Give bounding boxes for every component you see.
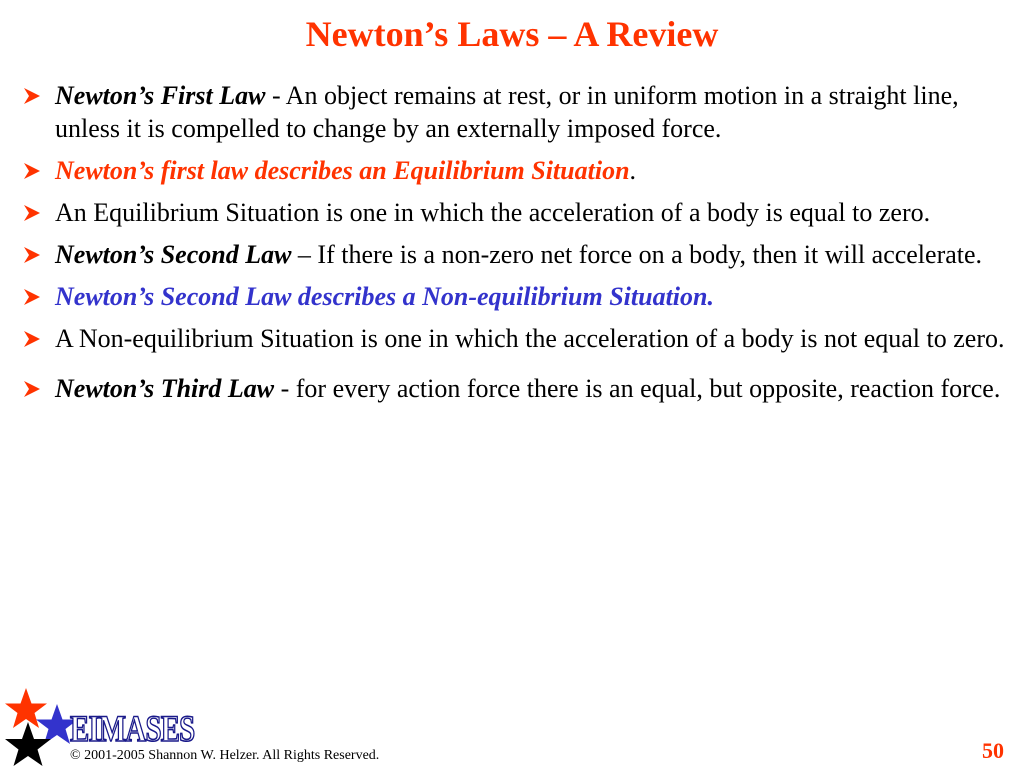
copyright-notice: © 2001-2005 Shannon W. Helzer. All Rights Reserved. [70, 748, 380, 763]
arrow-bullet-icon [22, 203, 42, 223]
bullet-non-equilibrium-definition [20, 322, 1015, 355]
bullet-third-law [20, 372, 1015, 405]
bullet-first-law [20, 79, 1015, 145]
arrow-bullet-icon [22, 161, 42, 181]
page-number: 50 [982, 738, 1004, 763]
bullet-equilibrium-definition [20, 196, 1015, 229]
bullet-text: A Non-equilibrium Situation is one in which the acceleration of a body is not equal to zero. [55, 324, 1005, 353]
arrow-bullet-icon [22, 379, 42, 399]
arrow-bullet-icon [22, 287, 42, 307]
bullet-text: - for every action force there is an equal, but opposite, reaction force. [274, 374, 1001, 403]
bullet-non-equilibrium-note [20, 280, 1015, 313]
bullet-lead: Newton’s Third Law [55, 374, 275, 403]
bullet-text: – If there is a non-zero net force on a body, then it will accelerate. [291, 240, 983, 269]
bullet-text: - An object remains at rest, or in uniform motion in a straight line, unless it is compelled to change by an externally imposed force. [55, 81, 959, 143]
black-star-icon [5, 722, 51, 766]
arrow-bullet-icon [22, 245, 42, 265]
arrow-bullet-icon [22, 86, 42, 106]
bullet-list [20, 79, 1015, 414]
bullet-lead: Newton’s First Law [55, 81, 266, 110]
logo-wordmark: EIMASES [70, 709, 195, 750]
bullet-lead: Newton’s Second Law [55, 240, 292, 269]
bullet-second-law [20, 238, 1015, 271]
bullet-text: An Equilibrium Situation is one in which the acceleration of a body is equal to zero. [55, 198, 931, 227]
bullet-equilibrium-note [20, 154, 1015, 187]
bullet-lead: Newton’s first law describes an Equilibrium Situation [55, 156, 630, 185]
arrow-bullet-icon [22, 329, 42, 349]
slide-title: Newton’s Laws – A Review [305, 14, 719, 54]
bullet-text: . [629, 156, 637, 185]
bullet-lead: Newton’s Second Law describes a Non-equilibrium Situation. [55, 282, 714, 311]
